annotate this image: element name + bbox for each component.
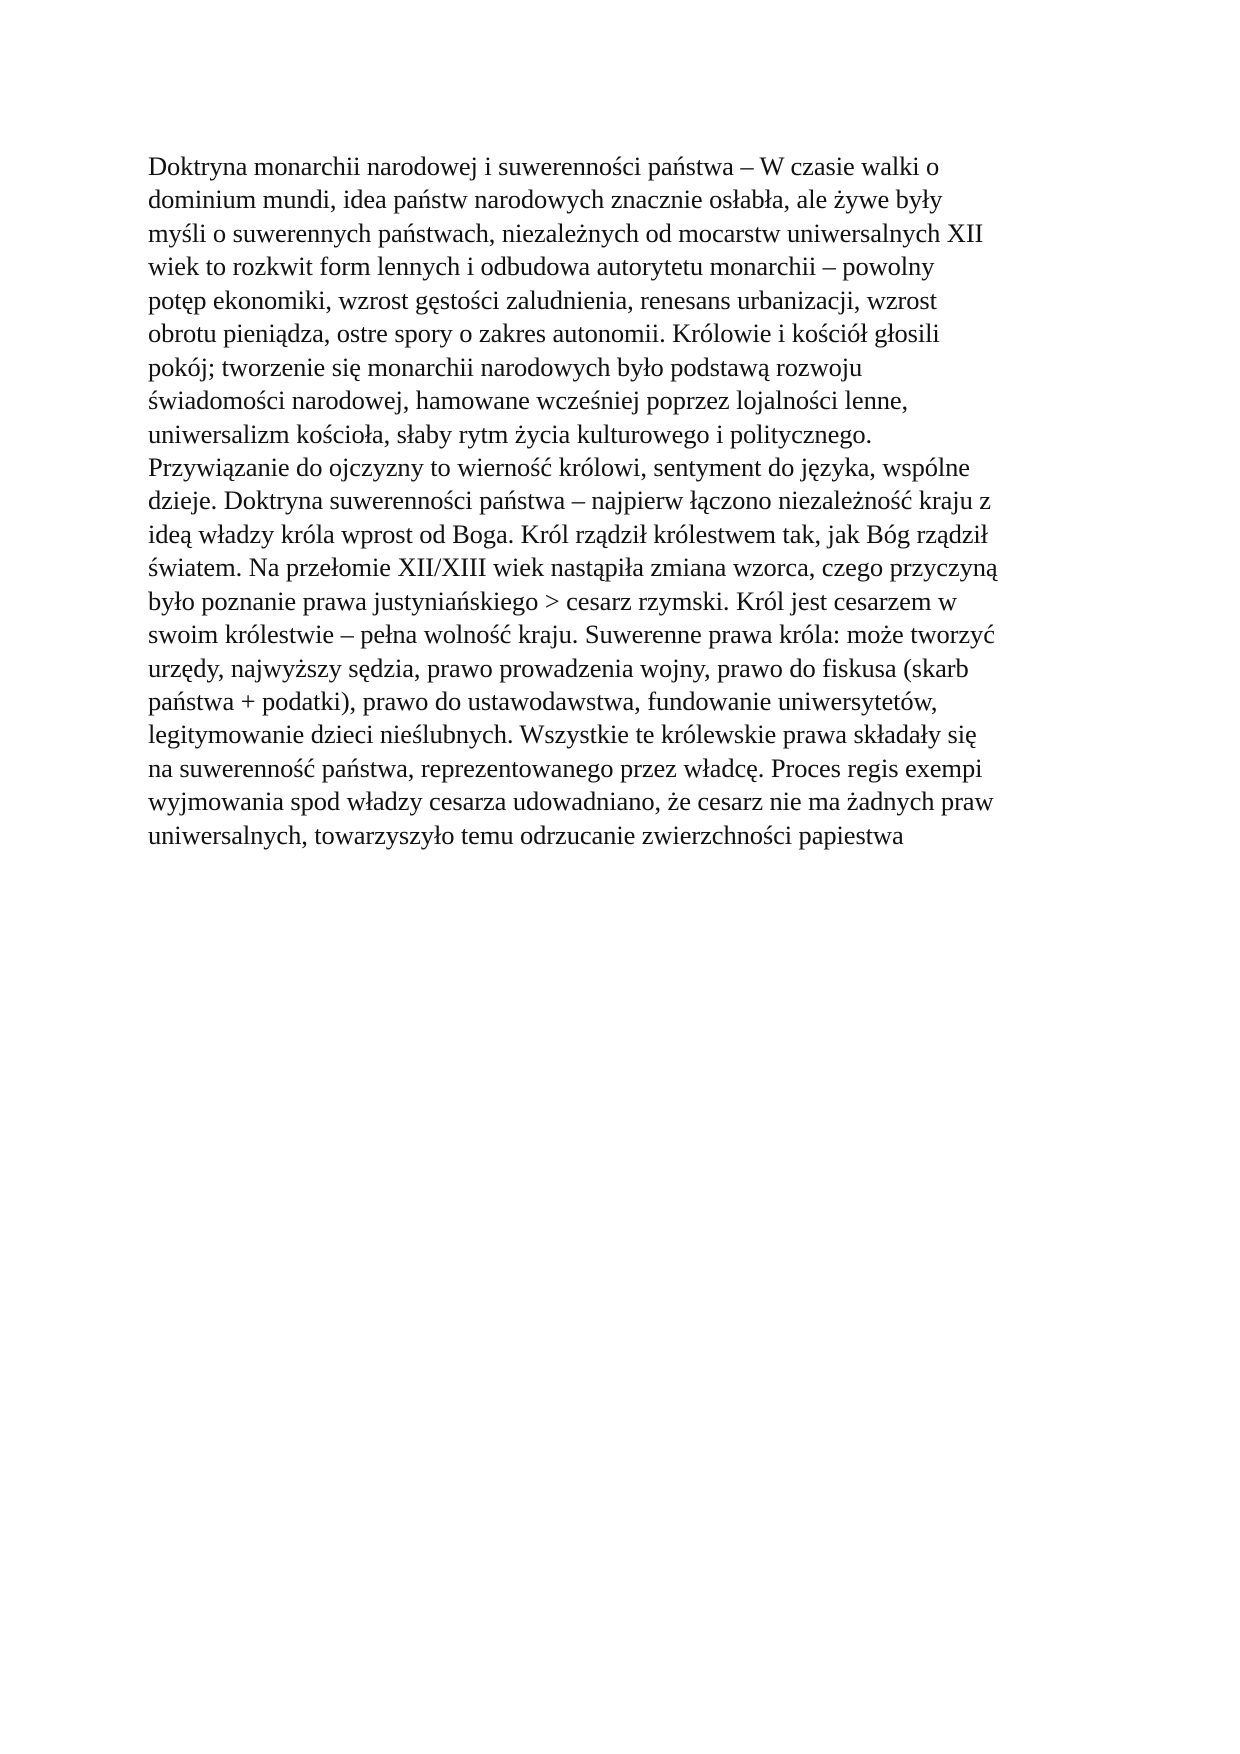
paragraph-line: pokój; tworzenie się monarchii narodowych było podstawą rozwoju xyxy=(148,351,863,382)
paragraph-line: uniwersalizm kościoła, słaby rytm życia kulturowego i politycznego. xyxy=(148,418,873,449)
paragraph-line: uniwersalnych, towarzyszyło temu odrzucanie zwierzchności papiestwa xyxy=(148,819,904,850)
paragraph-line: państwa + podatki), prawo do ustawodawstwa, fundowanie uniwersytetów, xyxy=(148,686,938,716)
paragraph-line: obrotu pieniądza, ostre spory o zakres autonomii. Królowie i kościół głosili xyxy=(148,318,940,349)
paragraph-line: Doktryna monarchii narodowej i suwerenności państwa – W czasie walki o xyxy=(148,151,940,181)
paragraph-line: myśli o suwerennych państwach, niezależnych od mocarstw uniwersalnych XII xyxy=(148,217,984,248)
paragraph-line: wyjmowania spod władzy cesarza udowadniano, że cesarz nie ma żadnych praw xyxy=(148,786,994,817)
paragraph-line: świadomości narodowej, hamowane wcześniej poprzez lojalności lenne, xyxy=(148,385,909,416)
paragraph-line: swoim królestwie – pełna wolność kraju. Suwerenne prawa króla: może tworzyć xyxy=(148,619,995,650)
paragraph-line: było poznanie prawa justyniańskiego > cesarz rzymski. Król jest cesarzem w xyxy=(148,585,957,616)
paragraph-line: wiek to rozkwit form lennych i odbudowa autorytetu monarchii – powolny xyxy=(148,251,935,282)
paragraph-line: na suwerenność państwa, reprezentowanego przez władcę. Proces regis exempi xyxy=(148,752,983,783)
body-paragraph xyxy=(148,150,1108,852)
paragraph-line: potęp ekonomiki, wzrost gęstości zaludnienia, renesans urbanizacji, wzrost xyxy=(148,284,937,315)
paragraph-line: ideą władzy króla wprost od Boga. Król rządził królestwem tak, jak Bóg rządził xyxy=(148,518,988,549)
paragraph-line: Przywiązanie do ojczyzny to wierność królowi, sentyment do języka, wspólne xyxy=(148,451,970,482)
paragraph-line: urzędy, najwyższy sędzia, prawo prowadzenia wojny, prawo do fiskusa (skarb xyxy=(148,652,969,683)
paragraph-line: światem. Na przełomie XII/XIII wiek nastąpiła zmiana wzorca, czego przyczyną xyxy=(148,552,998,583)
paragraph-line: dominium mundi, idea państw narodowych znacznie osłabła, ale żywe były xyxy=(148,184,943,215)
paragraph-line: legitymowanie dzieci nieślubnych. Wszystkie te królewskie prawa składały się xyxy=(148,719,977,750)
paragraph-line: dzieje. Doktryna suwerenności państwa – najpierw łączono niezależność kraju z xyxy=(148,485,991,516)
